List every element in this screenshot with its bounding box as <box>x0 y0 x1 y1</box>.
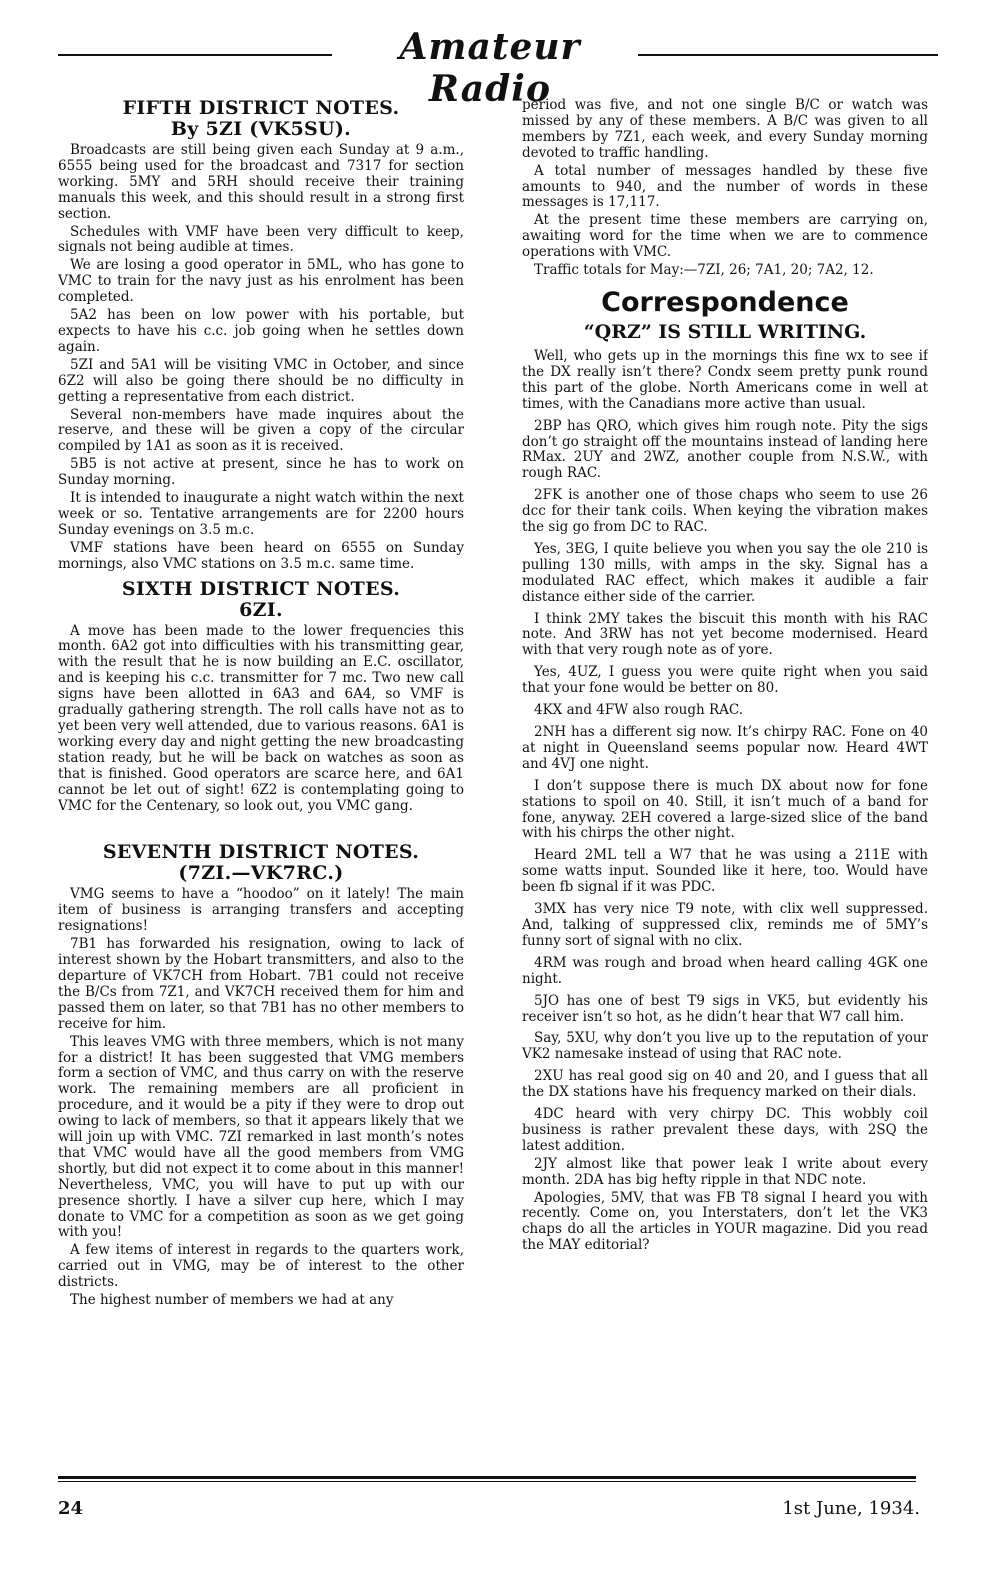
paragraph: Schedules with VMF have been very difficult to keep, signals not being audible at times. <box>58 223 464 256</box>
correspondence-subheading: “QRZ” IS STILL WRITING. <box>583 320 867 343</box>
paragraph: 5JO has one of best T9 sigs in VK5, but evidently his receiver isn’t so hot, as he didn’t hear that W7 call him. <box>522 992 928 1025</box>
masthead-title: Amateur Radio <box>399 26 581 110</box>
paragraph: 2XU has real good sig on 40 and 20, and I guess that all the DX stations have his frequency marked on their dials. <box>522 1068 928 1101</box>
fifth-district-heading: FIFTH DISTRICT NOTES. <box>122 98 400 119</box>
paragraph: Say, 5XU, why don’t you live up to the reputation of your VK2 namesake instead of using that RAC note. <box>522 1030 928 1063</box>
paragraph: We are losing a good operator in 5ML, who has gone to VMC to train for the navy just as his enrolment has been completed. <box>58 257 464 306</box>
right-column <box>522 98 928 1468</box>
fifth-district-byline: By 5ZI (VK5SU). <box>170 118 352 140</box>
paragraph: At the present time these members are carrying on, awaiting word for the time when we are to commence operations with VMC. <box>522 212 928 261</box>
paragraph: Yes, 3EG, I quite believe you when you say the ole 210 is pulling 130 mills, with amps in the sky. Signal has a modulated RAC effect, which makes it audible a fair distance either side of the carrier. <box>522 540 928 605</box>
paragraph: VMF stations have been heard on 6555 on Sunday mornings, also VMC stations on 3.5 m.c. same time. <box>58 539 464 572</box>
paragraph: 7B1 has forwarded his resignation, owing to lack of interest shown by the Hobart transmitters, and also to the departure of VK7CH from Hobart. 7B1 could not receive the B/Cs from 7Z1, and VK7CH received them for him and passed them on later, so that 7B1 has no other members to receive for him. <box>58 936 464 1032</box>
paragraph: A total number of messages handled by these five amounts to 940, and the number of words in these messages is 17,117. <box>522 162 928 211</box>
paragraph: 5ZI and 5A1 will be visiting VMC in October, and since 6Z2 will also be going there should be no difficulty in getting a representative from each district. <box>58 356 464 405</box>
footer-rule <box>58 1476 916 1479</box>
paragraph: Several non-members have made inquires about the reserve, and these will be given a copy of the circular compiled by 1A1 as soon as it is received. <box>58 406 464 455</box>
seventh-district-heading: SEVENTH DISTRICT NOTES. <box>102 841 420 864</box>
issue-date: 1st June, 1934. <box>782 1498 920 1519</box>
paragraph: 2BP has QRO, which gives him rough note. Pity the sigs don’t go straight off the mountains instead of landing here RMax. 2UY and 2WZ, another couple from N.S.W., with rough RAC. <box>522 417 928 482</box>
paragraph: Yes, 4UZ, I guess you were quite right when you said that your fone would be better on 80. <box>522 664 928 697</box>
paragraph: This leaves VMG with three members, which is not many for a district! It has been suggested that VMG members form a section of VMC, and thus carry on with the reserve work. The remaining members are all proficient in procedure, and it would be a pity if they were to drop out owing to lack of members, so that it appears likely that we will join up with VMC. 7ZI remarked in last month’s notes that VMC would have all the good members from VMG shortly, but did not expect it to come about in this manner! Nevertheless, VMC, you will have to put up with our presence shortly. I have a silver cup here, which I may donate to VMC for a competition as soon as we get going with you! <box>58 1033 464 1241</box>
paragraph: 4DC heard with very chirpy DC. This wobbly coil business is rather prevalent these days, with 2SQ the latest addition. <box>522 1106 928 1154</box>
seventh-district-continued <box>522 98 928 279</box>
paragraph: 3MX has very nice T9 note, with clix well suppressed. And, talking of suppressed clix, reminds me of 5MY’s funny sort of signal with no clix. <box>522 901 928 949</box>
seventh-district-byline: (7ZI.—VK7RC.) <box>178 862 344 885</box>
page-number: 24 <box>58 1498 84 1519</box>
paragraph: Broadcasts are still being given each Sunday at 9 a.m., 6555 being used for the broadcast and 7317 for section working. 5MY and 5RH should receive their training manuals this week, and this should result in a strong first section. <box>58 142 464 222</box>
paragraph: 2JY almost like that power leak I write about every month. 2DA has big hefty ripple in that NDC note. <box>522 1155 928 1188</box>
paragraph: 4KX and 4FW also rough RAC. <box>534 702 744 719</box>
paragraph: A move has been made to the lower frequencies this month. 6A2 got into difficulties with his transmitting gear, with the result that he is now building an E.C. oscillator, and is keeping his c.c. transmitter for 7 mc. Two new call signs have been allotted in 6A3 and 6A4, so VMF is gradually gathering strength. The roll calls have not as to yet been very well attended, due to various reasons. 6A1 is working every day and night getting the new broadcasting station ready, but he will be back on watches as soon as that is finished. Good operators are scarce here, and 6A1 cannot be let out of sight! 6Z2 is contemplating going to VMC for the Centenary, so look out, you VMC gang. <box>58 622 464 814</box>
paragraph: 5A2 has been on low power with his portable, but expects to have his c.c. job going when he settles down again. <box>58 307 464 355</box>
seventh-district-section <box>58 842 464 1309</box>
fifth-district-section <box>58 98 464 573</box>
correspondence-heading: Correspondence <box>601 286 849 318</box>
left-column <box>58 98 464 1468</box>
sixth-district-heading: SIXTH DISTRICT NOTES. <box>121 577 401 600</box>
paragraph: VMG seems to have a “hoodoo” on it lately! The main item of business is arranging transfers and accepting resignations! <box>58 886 464 935</box>
paragraph: It is intended to inaugurate a night watch within the next week or so. Tentative arrangements are for 2200 hours Sunday evenings on 3.5 m.c. <box>58 490 464 538</box>
paragraph: Apologies, 5MV, that was FB T8 signal I heard you with recently. Come on, you Interstaters, don’t let the VK3 chaps do all the articles in YOUR magazine. Did you read the MAY editorial? <box>522 1189 928 1254</box>
paragraph: 2FK is another one of those chaps who seem to use 26 dcc for their tank coils. When keying the vibration makes the sig go from DC to RAC. <box>522 487 928 536</box>
paragraph: Traffic totals for May:—7ZI, 26; 7A1, 20; 7A2, 12. <box>534 262 874 279</box>
paragraph: I don’t suppose there is much DX about now for fone stations to spoil on 40. Still, it isn’t much of a band for fone, anyway. 2EH covered a large-sized slice of the band with his chirps the other night. <box>522 777 928 842</box>
masthead-rule-left <box>58 54 332 56</box>
paragraph: 4RM was rough and broad when heard calling 4GK one night. <box>522 954 928 987</box>
paragraph: 5B5 is not active at present, since he has to work on Sunday morning. <box>58 456 464 489</box>
paragraph: The highest number of members we had at any <box>70 1292 394 1309</box>
correspondence-section <box>522 287 928 1254</box>
paragraph: period was five, and not one single B/C or watch was missed by any of these members. A B/C was given to all members by 7Z1, each week, and every Sunday morning devoted to traffic handling. <box>522 98 928 161</box>
paragraph: Well, who gets up in the mornings this fine wx to see if the DX really isn’t there? Condx seem pretty punk round this part of the globe. North Americans come in well at times, with the Canadians more active than usual. <box>522 347 928 412</box>
footer-rule-thin <box>58 1481 916 1482</box>
paragraph: A few items of interest in regards to the quarters work, carried out in VMG, may be of interest to the other districts. <box>58 1242 464 1291</box>
paragraph: I think 2MY takes the biscuit this month with his RAC note. And 3RW has not yet become modernised. Heard with that very rough note as of yore. <box>522 610 928 659</box>
masthead-rule-right <box>638 54 938 56</box>
sixth-district-section <box>58 579 464 815</box>
section-spacer <box>58 816 464 842</box>
sixth-district-byline: 6ZI. <box>239 598 283 621</box>
paragraph: Heard 2ML tell a W7 that he was using a 211E with some watts input. Sounded like it here, too. Would have been fb signal if it was PDC. <box>522 847 928 896</box>
paragraph: 2NH has a different sig now. It’s chirpy RAC. Fone on 40 at night in Queensland seems popular now. Heard 4WT and 4VJ one night. <box>522 724 928 772</box>
